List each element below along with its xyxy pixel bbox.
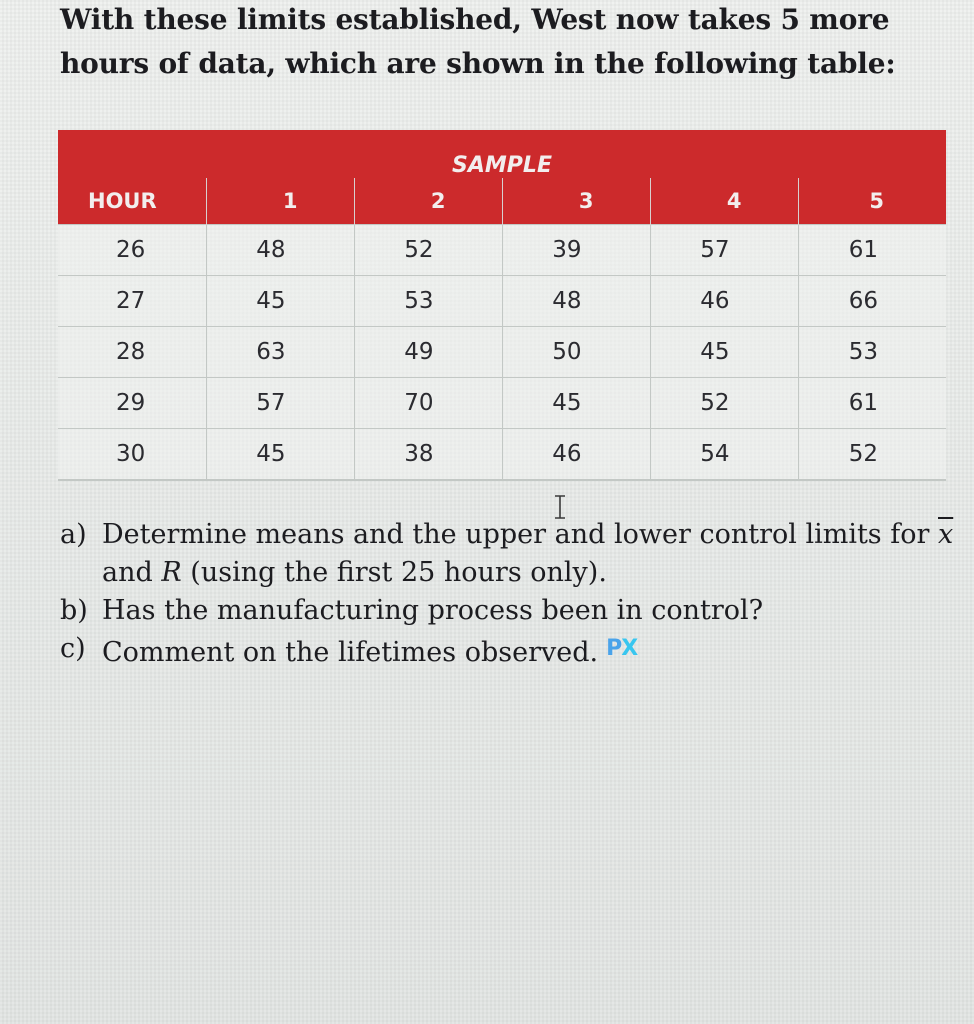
question-c [60,630,960,672]
table-row [58,327,946,378]
sample-cell: 45 [206,276,354,327]
hour-cell: 29 [58,378,206,429]
question-a-text-part-2: and [102,557,162,588]
sample-cell: 63 [206,327,354,378]
sample-cell: 49 [354,327,502,378]
column-header-row [58,178,946,225]
sample-group-header-row [58,130,946,178]
sample-cell: 70 [354,378,502,429]
sample-cell: 61 [798,225,946,276]
sample-cell: 50 [502,327,650,378]
table-row [58,276,946,327]
hour-cell: 30 [58,429,206,481]
sample-data-table-wrapper [58,130,946,474]
sample-cell: 46 [502,429,650,481]
px-logo-x: X [621,636,638,661]
column-header-sample-3: 3 [502,178,650,225]
sample-cell: 66 [798,276,946,327]
sample-data-table [58,130,946,481]
question-c-text: Comment on the lifetimes observed. [102,637,599,668]
question-a-text-part-1: Determine means and the upper and lower control limits for [102,519,938,550]
sample-cell: 52 [650,378,798,429]
hour-cell: 26 [58,225,206,276]
question-list [60,516,960,672]
hour-cell: 27 [58,276,206,327]
sample-cell: 57 [650,225,798,276]
column-header-sample-5: 5 [798,178,946,225]
question-c-label: c) [60,633,86,664]
sample-cell: 39 [502,225,650,276]
sample-cell: 53 [354,276,502,327]
sample-cell: 52 [798,429,946,481]
table-row [58,429,946,481]
column-header-hour: HOUR [58,178,206,225]
column-header-sample-1: 1 [206,178,354,225]
question-a [60,516,960,592]
intro-paragraph: With these limits established, West now takes 5 more hours of data, which are shown in the following table: [60,3,896,80]
sample-cell: 48 [206,225,354,276]
column-header-sample-2: 2 [354,178,502,225]
sample-cell: 46 [650,276,798,327]
hour-cell: 28 [58,327,206,378]
sample-cell: 38 [354,429,502,481]
px-logo-icon [606,630,637,668]
sample-cell: 45 [650,327,798,378]
x-bar-symbol: $\overline{x}$ [938,519,954,550]
sample-cell: 61 [798,378,946,429]
sample-cell: 52 [354,225,502,276]
question-b-text: Has the manufacturing process been in control? [102,595,764,626]
question-b [60,592,960,630]
table-row [58,378,946,429]
question-b-label: b) [60,595,88,626]
sample-cell: 48 [502,276,650,327]
sample-group-header: SAMPLE [58,130,946,178]
table-row [58,225,946,276]
sample-cell: 57 [206,378,354,429]
sample-cell: 45 [502,378,650,429]
sample-cell: 54 [650,429,798,481]
question-a-text-part-3: (using the first 25 hours only). [181,557,607,588]
question-a-label: a) [60,519,87,550]
sample-cell: 53 [798,327,946,378]
column-header-sample-4: 4 [650,178,798,225]
px-logo-p: P [606,636,622,661]
sample-cell: 45 [206,429,354,481]
r-symbol: R [161,557,182,588]
